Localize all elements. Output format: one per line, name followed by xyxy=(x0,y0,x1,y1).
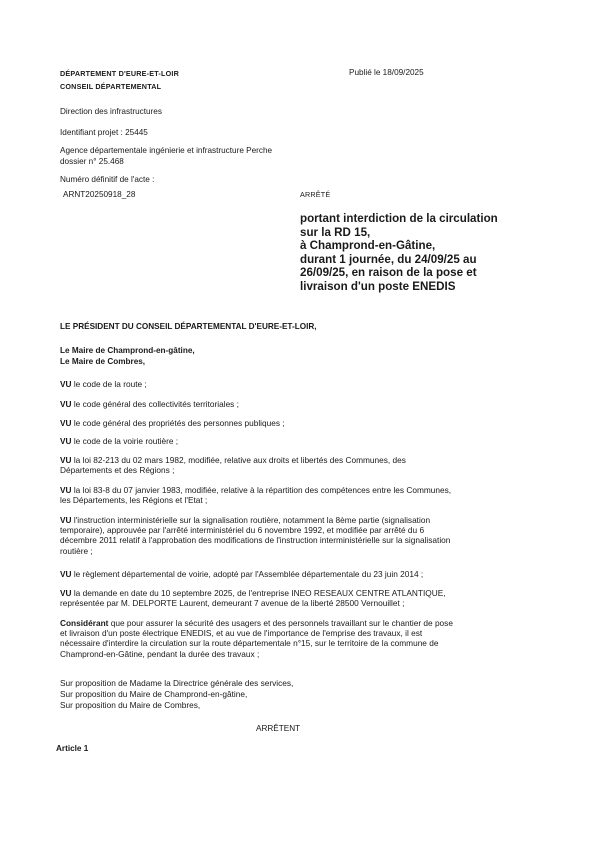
vu-lead: VU xyxy=(60,418,72,428)
vu-text: la loi 83-8 du 07 janvier 1983, modifiée, relative à la répartition des compétences entre les Communes, xyxy=(73,485,452,495)
vu-paragraph xyxy=(60,379,520,389)
vu-text: la demande en date du 10 septembre 2025, de l'entreprise INEO RESEAUX CENTRE ATLANTIQUE, xyxy=(73,588,446,598)
vu-lead: VU xyxy=(60,399,72,409)
mayor-line: Le Maire de Combres, xyxy=(60,357,146,366)
vu-text: Départements et des Régions ; xyxy=(60,465,175,476)
vu-lead: VU xyxy=(60,485,72,495)
vu-lead: VU xyxy=(60,588,72,598)
published-date: Publié le 18/09/2025 xyxy=(349,68,424,77)
title-line: durant 1 journée, du 24/09/25 au xyxy=(300,252,477,266)
dossier-number: dossier n° 25.468 xyxy=(60,157,124,166)
vu-lead: VU xyxy=(60,436,72,446)
considerant-text: et livraison d'un poste électrique ENEDIS, et au vue de l'importance de l'emprise des travaux, il est xyxy=(60,628,423,639)
vu-text: le code général des collectivités territoriales ; xyxy=(73,399,239,409)
arrete-label: ARRÊTÉ xyxy=(300,190,331,199)
decree-title xyxy=(300,212,498,294)
vu-paragraph xyxy=(60,436,520,446)
project-id: Identifiant projet : 25445 xyxy=(60,128,148,137)
act-number: ARNT20250918_28 xyxy=(63,190,136,199)
agency-label: Agence départementale ingénierie et infrastructure Perche xyxy=(60,146,273,155)
vu-text: les Départements, les Régions et l'Etat ; xyxy=(60,495,208,506)
considerant-paragraph xyxy=(60,618,520,659)
council-name: CONSEIL DÉPARTEMENTAL xyxy=(60,82,162,91)
mayor-line: Le Maire de Champrond-en-gâtine, xyxy=(60,346,195,355)
vu-paragraph xyxy=(60,515,520,556)
considerant-text: nécessaire d'interdire la circulation sur la route départementale n°15, sur le territoire de la commune de xyxy=(60,638,439,649)
vu-lead: VU xyxy=(60,455,72,465)
title-line: 26/09/25, en raison de la pose et xyxy=(300,266,477,280)
vu-text: le code général des propriétés des personnes publiques ; xyxy=(73,418,285,428)
vu-text: le règlement départemental de voirie, adopté par l'Assemblée départementale du 23 juin 2014 ; xyxy=(73,569,424,579)
vu-paragraph xyxy=(60,455,520,475)
vu-text: l'instruction interministérielle sur la signalisation routière, notamment la 8ème partie (signalisation xyxy=(73,515,431,525)
vu-text: le code de la route ; xyxy=(73,379,147,389)
vu-paragraph xyxy=(60,569,520,579)
vu-text: décembre 2011 relatif à l'approbation des modifications de l'instruction interministérielle sur la signalisation xyxy=(60,535,451,546)
vu-text: représentée par M. DELPORTE Laurent, demeurant 7 avenue de la liberté 28500 Vernouillet ; xyxy=(60,598,405,609)
vu-paragraph xyxy=(60,399,520,409)
title-line: à Champrond-en-Gâtine, xyxy=(300,239,436,253)
vu-text: temporaire), approuvée par l'arrêté interministériel du 6 novembre 1992, et modifiée par arrêté du 6 xyxy=(60,525,425,536)
arretent-heading: ARRÊTENT xyxy=(256,724,301,733)
considerant-text: Champrond-en-Gâtine, pendant la durée des travaux ; xyxy=(60,648,260,659)
vu-lead: VU xyxy=(60,379,72,389)
vu-text: la loi 82-213 du 02 mars 1982, modifiée, relative aux droits et libertés des Communes, des xyxy=(73,455,406,465)
direction-label: Direction des infrastructures xyxy=(60,107,162,116)
department-name: DÉPARTEMENT D'EURE-ET-LOIR xyxy=(60,69,179,78)
vu-lead: VU xyxy=(60,569,72,579)
title-line: livraison d'un poste ENEDIS xyxy=(300,279,456,293)
proposition-line: Sur proposition de Madame la Directrice générale des services, xyxy=(60,678,294,688)
considerant-text: que pour assurer la sécurité des usagers et des personnels travaillant sur le chantier de pose xyxy=(110,618,453,628)
act-number-label: Numéro définitif de l'acte : xyxy=(60,175,155,184)
vu-paragraph xyxy=(60,588,520,608)
vu-paragraph xyxy=(60,418,520,428)
president-heading: LE PRÉSIDENT DU CONSEIL DÉPARTEMENTAL D'EURE-ET-LOIR, xyxy=(60,322,317,331)
vu-text: le code de la voirie routière ; xyxy=(73,436,179,446)
vu-lead: VU xyxy=(60,515,72,525)
proposition-line: Sur proposition du Maire de Champrond-en-gâtine, xyxy=(60,689,248,699)
proposition-line: Sur proposition du Maire de Combres, xyxy=(60,700,201,710)
title-line: portant interdiction de la circulation xyxy=(300,212,498,225)
article-heading: Article 1 xyxy=(56,744,89,753)
considerant-lead: Considérant xyxy=(60,618,109,628)
title-line: sur la RD 15, xyxy=(300,225,371,239)
vu-text: routière ; xyxy=(60,545,93,556)
vu-paragraph xyxy=(60,485,520,505)
